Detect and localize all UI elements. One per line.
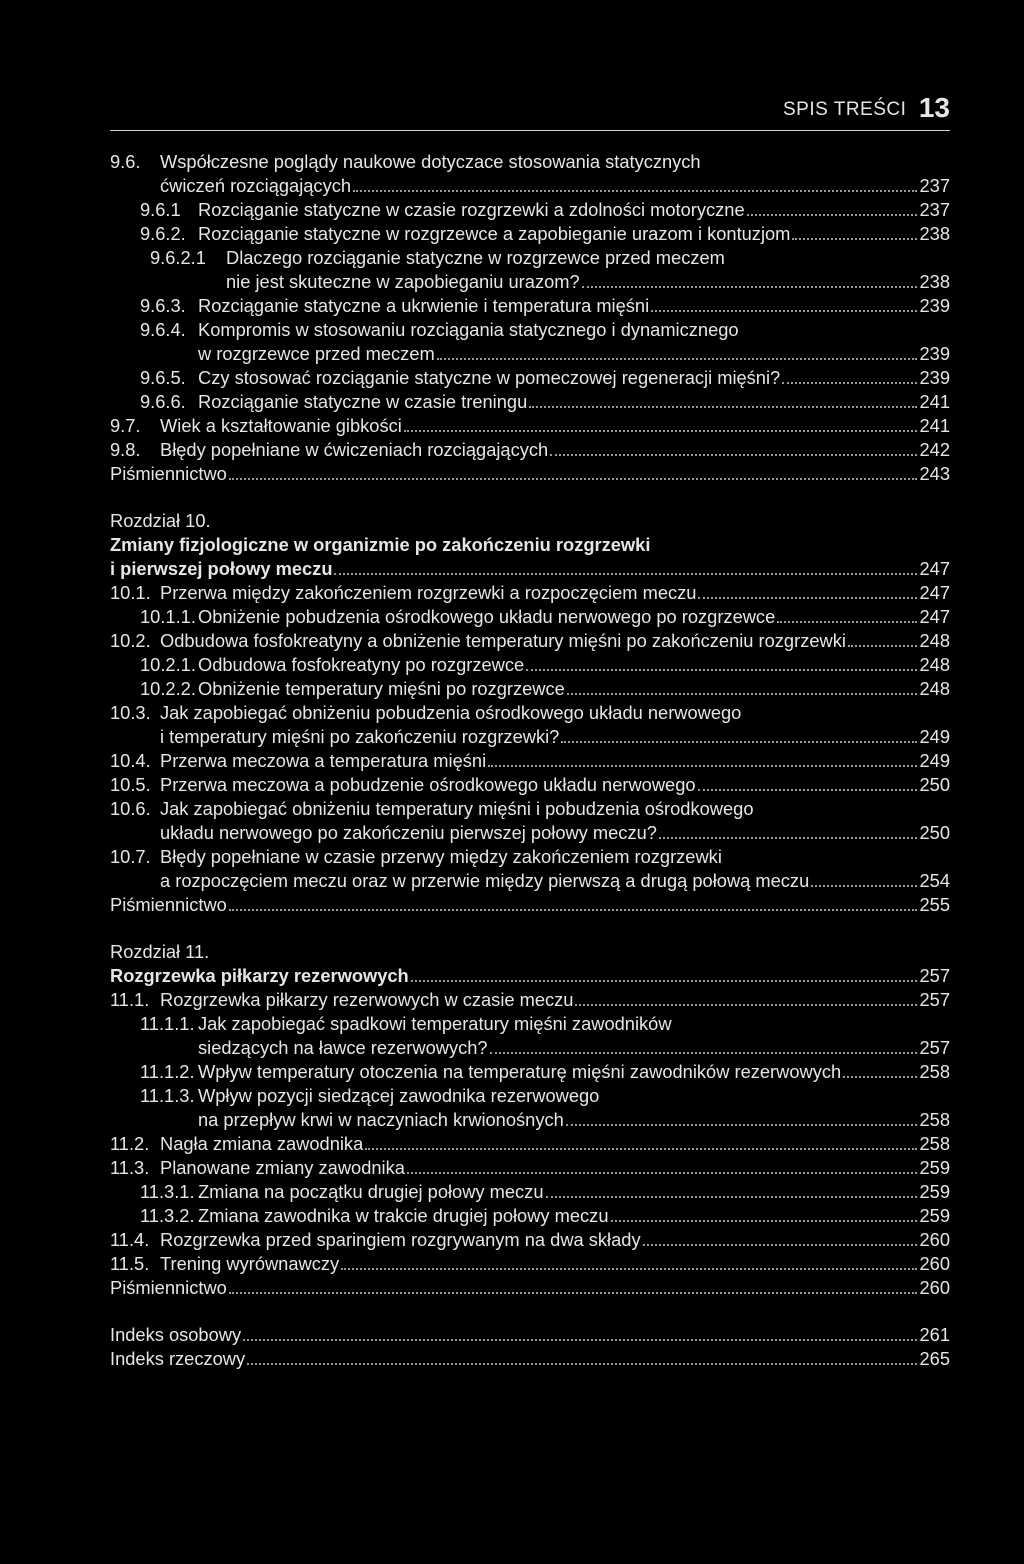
toc-entry-title: Przerwa między zakończeniem rozgrzewki a rozpoczęciem meczu — [160, 582, 697, 603]
toc-entry-number: 9.6.6. — [140, 391, 186, 412]
toc-entry-title: Rozciąganie statyczne w czasie treningu — [198, 391, 528, 412]
toc-entry — [110, 701, 950, 725]
toc-entry-title: Obniżenie temperatury mięśni po rozgrzewce — [198, 678, 565, 699]
toc-entry-number: 10.1.1. — [140, 606, 196, 627]
toc-entry-title: Indeks osobowy — [110, 1324, 242, 1345]
toc-entry-number: 9.6.1 — [140, 199, 181, 220]
dot-leader — [811, 869, 917, 887]
toc-entry-page: 260 — [919, 1253, 950, 1274]
toc-entry-page: 249 — [919, 726, 950, 747]
toc-entry-title: Zmiana na początku drugiej połowy meczu — [198, 1181, 544, 1202]
toc-entry-title: a rozpoczęciem meczu oraz w przerwie między pierwszą a drugą połową meczu — [160, 870, 810, 891]
toc-entry-title: Rozgrzewka piłkarzy rezerwowych — [110, 965, 409, 986]
toc-entry-page: 258 — [919, 1109, 950, 1130]
toc-entry-title: Odbudowa fosfokreatyny a obniżenie temperatury mięśni po zakończeniu rozgrzewki — [160, 630, 846, 651]
toc-entry-title: Jak zapobiegać obniżeniu pobudzenia ośrodkowego układu nerwowego — [160, 702, 742, 723]
toc-entry — [110, 677, 950, 701]
toc-entry-title: Wpływ temperatury otoczenia na temperaturę mięśni zawodników rezerwowych — [198, 1061, 842, 1082]
toc-entry-title: Rozciąganie statyczne a ukrwienie i temperatura mięśni — [198, 295, 650, 316]
toc-entry — [110, 222, 950, 246]
toc-entry-page: 250 — [919, 774, 950, 795]
toc-entry-number: 11.5. — [110, 1253, 150, 1274]
toc-entry-title: Wiek a kształtowanie gibkości — [160, 415, 402, 436]
toc-entry-page: 261 — [919, 1324, 950, 1345]
toc-entry-title: Zmiana zawodnika w trakcie drugiej połowy meczu — [198, 1205, 609, 1226]
dot-leader — [341, 1252, 917, 1270]
toc-entry-page: 241 — [919, 415, 950, 436]
toc-entry-title: Rozciąganie statyczne w czasie rozgrzewki a zdolności motoryczne — [198, 199, 745, 220]
dot-leader — [698, 581, 917, 599]
toc-entry-number: 10.2.2. — [140, 678, 196, 699]
dot-leader — [582, 270, 918, 288]
toc-entry-page: 265 — [919, 1348, 950, 1369]
toc-entry-title: Kompromis w stosowaniu rozciągania statycznego i dynamicznego — [198, 319, 739, 340]
toc-entry-title: siedzących na ławce rezerwowych? — [198, 1037, 488, 1058]
toc-entry — [110, 605, 950, 629]
toc-entry-title: Rozgrzewka przed sparingiem rozgrywanym na dwa składy — [160, 1229, 641, 1250]
toc-entry-number: 11.3.1. — [140, 1181, 195, 1202]
toc-entry — [110, 893, 950, 917]
dot-leader — [747, 198, 918, 216]
toc-entry — [110, 1084, 950, 1108]
toc-entry — [110, 581, 950, 605]
toc-entry-title: i temperatury mięśni po zakończeniu rozgrzewki? — [160, 726, 560, 747]
toc-entry — [110, 150, 950, 174]
toc-entry-title: Jak zapobiegać spadkowi temperatury mięśni zawodników — [198, 1013, 672, 1034]
toc-entry — [110, 629, 950, 653]
toc-entry — [110, 964, 950, 988]
dot-leader — [611, 1204, 918, 1222]
dot-leader — [365, 1132, 917, 1150]
toc-entry-title: Piśmiennictwo — [110, 894, 227, 915]
toc-entry — [110, 797, 950, 821]
toc-entry-title: Wpływ pozycji siedzącej zawodnika rezerwowego — [198, 1085, 600, 1106]
toc-entry-page: 238 — [919, 223, 950, 244]
toc-entry — [110, 198, 950, 222]
toc-entry — [110, 1132, 950, 1156]
toc-entry — [110, 342, 950, 366]
toc-entry-title: Zmiany fizjologiczne w organizmie po zakończeniu rozgrzewki — [110, 534, 651, 555]
toc-entry-number: 10.3. — [110, 702, 151, 723]
toc-entry — [110, 845, 950, 869]
dot-leader — [561, 725, 917, 743]
running-head — [783, 92, 950, 124]
toc-entry — [110, 1180, 950, 1204]
dot-leader — [334, 557, 917, 575]
toc-entry — [110, 725, 950, 749]
toc-entry-title: w rozgrzewce przed meczem — [198, 343, 435, 364]
toc-entry-number: 9.6.5. — [140, 367, 186, 388]
toc-entry — [110, 1252, 950, 1276]
toc-entry-page: 257 — [919, 1037, 950, 1058]
toc-entry — [110, 462, 950, 486]
dot-leader — [659, 821, 918, 839]
toc-entry-number: 9.6.4. — [140, 319, 186, 340]
toc-entry-number: 11.4. — [110, 1229, 150, 1250]
toc-entry — [110, 821, 950, 845]
dot-leader — [546, 1180, 918, 1198]
dot-leader — [792, 222, 917, 240]
dot-leader — [404, 414, 918, 432]
toc-entry-page: 260 — [919, 1229, 950, 1250]
toc-entry-number: 10.2.1. — [140, 654, 196, 675]
toc-entry-page: 239 — [919, 295, 950, 316]
dot-leader — [411, 964, 918, 982]
toc-entry-page: 248 — [919, 678, 950, 699]
toc-entry — [110, 390, 950, 414]
toc-entry-number: 11.3.2. — [140, 1205, 195, 1226]
toc-entry-number: 10.1. — [110, 582, 151, 603]
toc-entry — [110, 1204, 950, 1228]
toc-entry-number: 9.8. — [110, 439, 141, 460]
dot-leader — [550, 438, 917, 456]
toc-entry — [110, 246, 950, 270]
toc-entry-page: 257 — [919, 989, 950, 1010]
dot-leader — [353, 174, 917, 192]
toc-entry-number: 9.6.2.1 — [150, 247, 206, 268]
toc-entry-number: 11.3. — [110, 1157, 150, 1178]
toc-entry-title: Rozdział 10. — [110, 510, 211, 531]
toc-entry-title: Rozdział 11. — [110, 941, 210, 962]
toc-entry-page: 255 — [919, 894, 950, 915]
toc-entry-page: 239 — [919, 343, 950, 364]
toc-entry-title: Trening wyrównawczy — [160, 1253, 340, 1274]
dot-leader — [566, 1108, 918, 1126]
toc-entry-number: 9.6.2. — [140, 223, 186, 244]
toc-entry — [110, 940, 950, 964]
toc-entry-title: Dlaczego rozciąganie statyczne w rozgrzewce przed meczem — [226, 247, 725, 268]
toc-entry-title: Piśmiennictwo — [110, 1277, 227, 1298]
dot-leader — [575, 988, 917, 1006]
toc-entry-page: 259 — [919, 1205, 950, 1226]
toc-entry-title: Przerwa meczowa a temperatura mięśni — [160, 750, 487, 771]
toc-entry-title: Rozciąganie statyczne w rozgrzewce a zapobieganie urazom i kontuzjom — [198, 223, 791, 244]
toc-entry-title: Błędy popełniane w czasie przerwy między zakończeniem rozgrzewki — [160, 846, 722, 867]
toc-entry — [110, 988, 950, 1012]
toc-entry-number: 9.7. — [110, 415, 141, 436]
toc-entry-title: Rozgrzewka piłkarzy rezerwowych w czasie meczu — [160, 989, 574, 1010]
toc-entry — [110, 1108, 950, 1132]
toc-entry-page: 238 — [919, 271, 950, 292]
toc-entry-title: na przepływ krwi w naczyniach krwionośnych — [198, 1109, 564, 1130]
dot-leader — [247, 1347, 917, 1365]
toc-entry — [110, 533, 950, 557]
dot-leader — [651, 294, 917, 312]
dot-leader — [526, 653, 917, 671]
toc-entry-page: 250 — [919, 822, 950, 843]
toc-entry-page: 249 — [919, 750, 950, 771]
toc-entry — [110, 1323, 950, 1347]
page-header — [110, 92, 950, 131]
toc-entry-page: 241 — [919, 391, 950, 412]
dot-leader — [782, 366, 917, 384]
toc-entry-title: Indeks rzeczowy — [110, 1348, 246, 1369]
toc-entry-page: 248 — [919, 630, 950, 651]
dot-leader — [229, 1276, 918, 1294]
toc-entry — [110, 318, 950, 342]
toc-entry — [110, 1012, 950, 1036]
toc-entry — [110, 1228, 950, 1252]
table-of-contents — [110, 150, 950, 1371]
toc-entry-page: 242 — [919, 439, 950, 460]
toc-entry — [110, 653, 950, 677]
toc-entry-title: Błędy popełniane w ćwiczeniach rozciągających — [160, 439, 549, 460]
toc-entry-title: ćwiczeń rozciągających — [160, 175, 352, 196]
dot-leader — [848, 629, 918, 647]
toc-entry — [110, 1036, 950, 1060]
toc-entry-number: 10.5. — [110, 774, 151, 795]
toc-entry-title: Współczesne poglądy naukowe dotyczace stosowania statycznych — [160, 151, 701, 172]
toc-entry-title: Piśmiennictwo — [110, 463, 227, 484]
dot-leader — [488, 749, 917, 767]
toc-entry-title: Jak zapobiegać obniżeniu temperatury mięśni i pobudzenia ośrodkowego — [160, 798, 754, 819]
toc-entry-page: 247 — [919, 558, 950, 579]
toc-entry — [110, 509, 950, 533]
toc-entry-number: 10.2. — [110, 630, 151, 651]
toc-entry-number: 11.1. — [110, 989, 150, 1010]
dot-leader — [229, 462, 918, 480]
dot-leader — [229, 893, 918, 911]
toc-entry-page: 258 — [919, 1133, 950, 1154]
running-head-title: SPIS TREŚCI — [782, 99, 907, 120]
toc-entry-title: i pierwszej połowy meczu — [110, 558, 333, 579]
toc-entry-page: 259 — [919, 1181, 950, 1202]
toc-entry-page: 237 — [919, 199, 950, 220]
dot-leader — [529, 390, 917, 408]
toc-entry-number: 11.2. — [110, 1133, 150, 1154]
toc-entry-number: 10.6. — [110, 798, 151, 819]
toc-entry-title: Planowane zmiany zawodnika — [160, 1157, 405, 1178]
toc-entry — [110, 749, 950, 773]
dot-leader — [407, 1156, 918, 1174]
toc-entry-title: Obniżenie pobudzenia ośrodkowego układu nerwowego po rozgrzewce — [198, 606, 776, 627]
toc-entry-page: 260 — [919, 1277, 950, 1298]
toc-entry-title: Czy stosować rozciąganie statyczne w pomeczowej regeneracji mięśni? — [198, 367, 781, 388]
dot-leader — [243, 1323, 917, 1341]
toc-entry — [110, 1347, 950, 1371]
toc-entry-title: układu nerwowego po zakończeniu pierwszej połowy meczu? — [160, 822, 657, 843]
toc-entry-page: 239 — [919, 367, 950, 388]
toc-entry-title: Nagła zmiana zawodnika — [160, 1133, 364, 1154]
dot-leader — [843, 1060, 917, 1078]
dot-leader — [777, 605, 917, 623]
toc-entry-number: 10.7. — [110, 846, 151, 867]
toc-entry — [110, 414, 950, 438]
toc-entry-number: 11.1.1. — [140, 1013, 195, 1034]
toc-entry-page: 248 — [919, 654, 950, 675]
toc-entry — [110, 773, 950, 797]
dot-leader — [437, 342, 918, 360]
toc-entry — [110, 438, 950, 462]
toc-entry — [110, 270, 950, 294]
toc-entry — [110, 557, 950, 581]
toc-entry-number: 11.1.2. — [140, 1061, 195, 1082]
toc-entry — [110, 366, 950, 390]
toc-entry — [110, 1276, 950, 1300]
toc-entry — [110, 294, 950, 318]
toc-entry-number: 9.6. — [110, 151, 141, 172]
toc-entry — [110, 869, 950, 893]
toc-entry — [110, 1060, 950, 1084]
toc-entry-page: 259 — [919, 1157, 950, 1178]
dot-leader — [490, 1036, 918, 1054]
toc-entry-title: Odbudowa fosfokreatyny po rozgrzewce — [198, 654, 525, 675]
toc-entry-page: 247 — [919, 606, 950, 627]
toc-entry-title: Przerwa meczowa a pobudzenie ośrodkowego układu nerwowego — [160, 774, 696, 795]
toc-entry-page: 258 — [919, 1061, 950, 1082]
dot-leader — [567, 677, 918, 695]
toc-entry — [110, 1156, 950, 1180]
toc-entry-title: nie jest skuteczne w zapobieganiu urazom? — [226, 271, 580, 292]
toc-entry-number: 9.6.3. — [140, 295, 186, 316]
toc-entry-page: 247 — [919, 582, 950, 603]
toc-entry-page: 254 — [919, 870, 950, 891]
toc-entry-page: 257 — [919, 965, 950, 986]
toc-entry-number: 10.4. — [110, 750, 151, 771]
page-number: 13 — [918, 92, 950, 123]
toc-entry-number: 11.1.3. — [140, 1085, 195, 1106]
dot-leader — [698, 773, 918, 791]
dot-leader — [643, 1228, 918, 1246]
toc-entry — [110, 174, 950, 198]
toc-entry-page: 237 — [919, 175, 950, 196]
toc-entry-page: 243 — [919, 463, 950, 484]
